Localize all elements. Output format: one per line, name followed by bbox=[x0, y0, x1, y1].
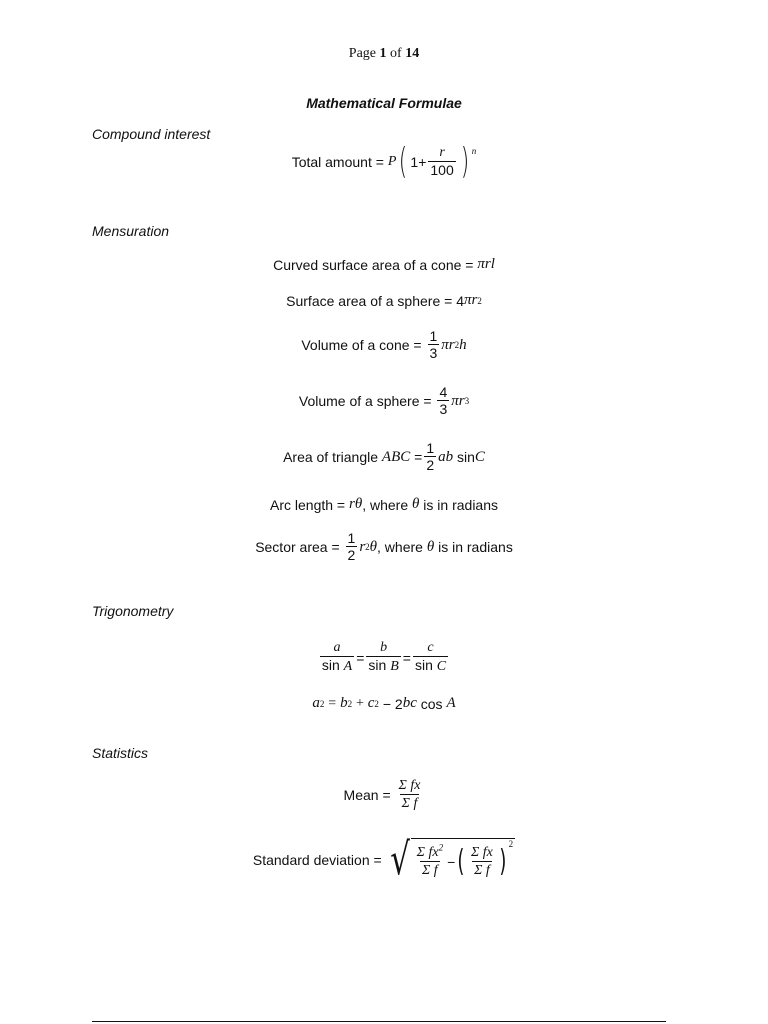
cone-volume-h: h bbox=[459, 336, 467, 353]
sphere-surface-expr: πr bbox=[464, 292, 478, 308]
formula-sector-area: Sector area = $\frac{1}{2}$ r 2 θ , where θ is in radians bbox=[255, 530, 513, 563]
left-paren: ( bbox=[399, 141, 408, 182]
sum-fx: Σ fx bbox=[416, 844, 439, 860]
sin-fn: sin bbox=[457, 449, 475, 465]
angle-c: C bbox=[474, 448, 485, 465]
right-paren: ) bbox=[499, 843, 507, 879]
coef-2: 2 bbox=[394, 695, 403, 712]
page-of-word: of bbox=[390, 46, 402, 61]
frac-numerator: Σ fx bbox=[470, 844, 493, 860]
sphere-volume-label: Volume of a sphere = bbox=[298, 393, 432, 409]
mean-label: Mean = bbox=[343, 787, 391, 803]
frac-numerator bbox=[415, 841, 445, 861]
frac-numerator: a bbox=[333, 640, 341, 655]
var-p: P bbox=[387, 154, 397, 169]
frac-denominator: Σ f bbox=[474, 862, 490, 878]
cone-curved-expr: πrl bbox=[477, 256, 495, 272]
formula-sine-rule bbox=[0, 638, 768, 675]
frac-denominator bbox=[320, 656, 354, 675]
frac-denominator: Σ f bbox=[421, 862, 438, 878]
var-b: b bbox=[340, 695, 348, 711]
formula-sphere-volume: Volume of a sphere = $\frac{4}{3}$ πr 3 bbox=[298, 384, 470, 417]
frac-numerator: 1 bbox=[347, 530, 356, 546]
cone-volume-label: Volume of a cone = bbox=[301, 337, 422, 353]
formula-cone-volume: Volume of a cone = $\frac{1}{3}$ πr 2 h bbox=[301, 328, 467, 361]
theta-symbol: θ bbox=[426, 538, 435, 555]
radical-sign: √ bbox=[389, 834, 410, 885]
fraction-c-over-sin-c bbox=[413, 640, 448, 675]
fraction-r-over-100 bbox=[428, 145, 455, 179]
triangle-area-label: Area of triangle bbox=[283, 449, 379, 465]
frac-denominator: 2 bbox=[347, 547, 356, 563]
cone-curved-label: Curved surface area of a cone = bbox=[273, 256, 474, 273]
arc-length-label: Arc length = bbox=[270, 496, 346, 513]
frac-denominator bbox=[413, 656, 448, 675]
triangle-ab: ab bbox=[438, 448, 454, 465]
footer-rule bbox=[92, 1021, 666, 1022]
radians-text: is in radians bbox=[423, 496, 498, 513]
equals-sign: = bbox=[402, 649, 411, 666]
frac-numerator: Σ fx bbox=[398, 778, 421, 793]
fraction-one-half bbox=[346, 530, 358, 564]
frac-numerator: 4 bbox=[439, 384, 448, 400]
frac-denominator: 2 bbox=[426, 457, 435, 473]
frac-denominator: 3 bbox=[429, 345, 438, 361]
formula-cone-curved-area bbox=[0, 256, 768, 275]
frac-denominator bbox=[366, 656, 400, 675]
section-heading-statistics: Statistics bbox=[92, 745, 149, 761]
std-label: Standard deviation = bbox=[252, 852, 382, 868]
where-text: , where bbox=[377, 539, 423, 555]
fraction-sum-fx bbox=[469, 845, 495, 879]
page-total: 14 bbox=[405, 46, 420, 61]
equals-sign: = bbox=[414, 449, 423, 465]
section-heading-mensuration: Mensuration bbox=[92, 223, 170, 239]
section-heading-trigonometry: Trigonometry bbox=[92, 603, 174, 619]
frac-numerator: b bbox=[380, 640, 388, 655]
var-r: r bbox=[359, 538, 366, 555]
fraction-mean bbox=[397, 778, 423, 812]
angle-a: A bbox=[343, 659, 353, 674]
frac-denominator: 100 bbox=[430, 162, 454, 178]
sphere-volume-expr: πr bbox=[451, 392, 465, 409]
cone-volume-expr: πr bbox=[441, 336, 455, 353]
page-current: 1 bbox=[379, 46, 387, 61]
document-title: Mathematical Formulae bbox=[306, 95, 462, 111]
equals-sign: = bbox=[356, 649, 365, 666]
formula-standard-deviation bbox=[0, 834, 768, 885]
fraction-sum-fx2 bbox=[415, 841, 445, 879]
formula-sphere-surface: Surface area of a sphere = 4 πr 2 bbox=[286, 292, 482, 309]
formula-mean bbox=[0, 778, 768, 812]
frac-denominator: Σ f bbox=[401, 796, 418, 811]
minus-sign: − bbox=[382, 695, 391, 712]
angle-c: C bbox=[436, 659, 447, 674]
fraction-b-over-sin-b bbox=[366, 640, 400, 675]
angle-b: B bbox=[390, 659, 399, 674]
section-heading-compound-interest: Compound interest bbox=[92, 126, 211, 142]
frac-denominator: 3 bbox=[439, 401, 448, 417]
triangle-name: ABC bbox=[381, 448, 411, 465]
square-root bbox=[386, 834, 516, 885]
exp-2: 2 bbox=[438, 841, 444, 852]
theta-symbol: θ bbox=[412, 496, 420, 512]
frac-numerator: 1 bbox=[429, 328, 438, 344]
page-number bbox=[0, 46, 768, 62]
sphere-surface-coef: 4 bbox=[456, 292, 464, 309]
frac-numerator: r bbox=[439, 145, 445, 160]
page-word: Page bbox=[348, 46, 377, 61]
one-plus: 1+ bbox=[410, 154, 427, 170]
formula-arc-length bbox=[0, 496, 768, 515]
arc-length-expr: rθ bbox=[349, 496, 363, 512]
exp-2: 2 bbox=[508, 839, 514, 849]
var-a: a bbox=[312, 695, 320, 711]
fraction-one-third bbox=[428, 328, 440, 362]
plus-sign: + bbox=[355, 695, 364, 711]
frac-numerator: c bbox=[427, 640, 434, 655]
right-paren: ) bbox=[460, 141, 469, 182]
formula-triangle-area bbox=[0, 440, 768, 474]
frac-numerator: 1 bbox=[426, 440, 435, 456]
theta-expr: θ bbox=[369, 538, 378, 555]
left-paren: ( bbox=[457, 843, 465, 879]
minus-sign: − bbox=[447, 853, 456, 870]
var-c: c bbox=[367, 695, 375, 711]
formula-compound-interest bbox=[0, 141, 768, 182]
angle-a: A bbox=[446, 695, 456, 711]
sin-fn: sin bbox=[321, 657, 340, 673]
sphere-surface-label: Surface area of a sphere = bbox=[286, 292, 453, 309]
radicand bbox=[411, 838, 516, 882]
exponent-n: n bbox=[471, 146, 477, 156]
total-amount-label: Total amount = bbox=[291, 154, 384, 170]
radians-text: is in radians bbox=[438, 539, 513, 555]
equals-sign: = bbox=[328, 695, 337, 711]
fraction-one-half bbox=[424, 440, 436, 474]
sin-fn: sin bbox=[414, 657, 433, 673]
where-text: , where bbox=[362, 496, 409, 513]
cos-fn: cos bbox=[420, 695, 443, 712]
sin-fn: sin bbox=[368, 657, 387, 673]
var-bc: bc bbox=[402, 695, 417, 711]
sector-area-label: Sector area = bbox=[255, 539, 340, 555]
fraction-a-over-sin-a bbox=[320, 640, 354, 675]
formula-cosine-rule: a 2 = b 2 + c 2 − 2 bc cos A bbox=[312, 695, 456, 712]
fraction-four-thirds bbox=[437, 384, 449, 418]
